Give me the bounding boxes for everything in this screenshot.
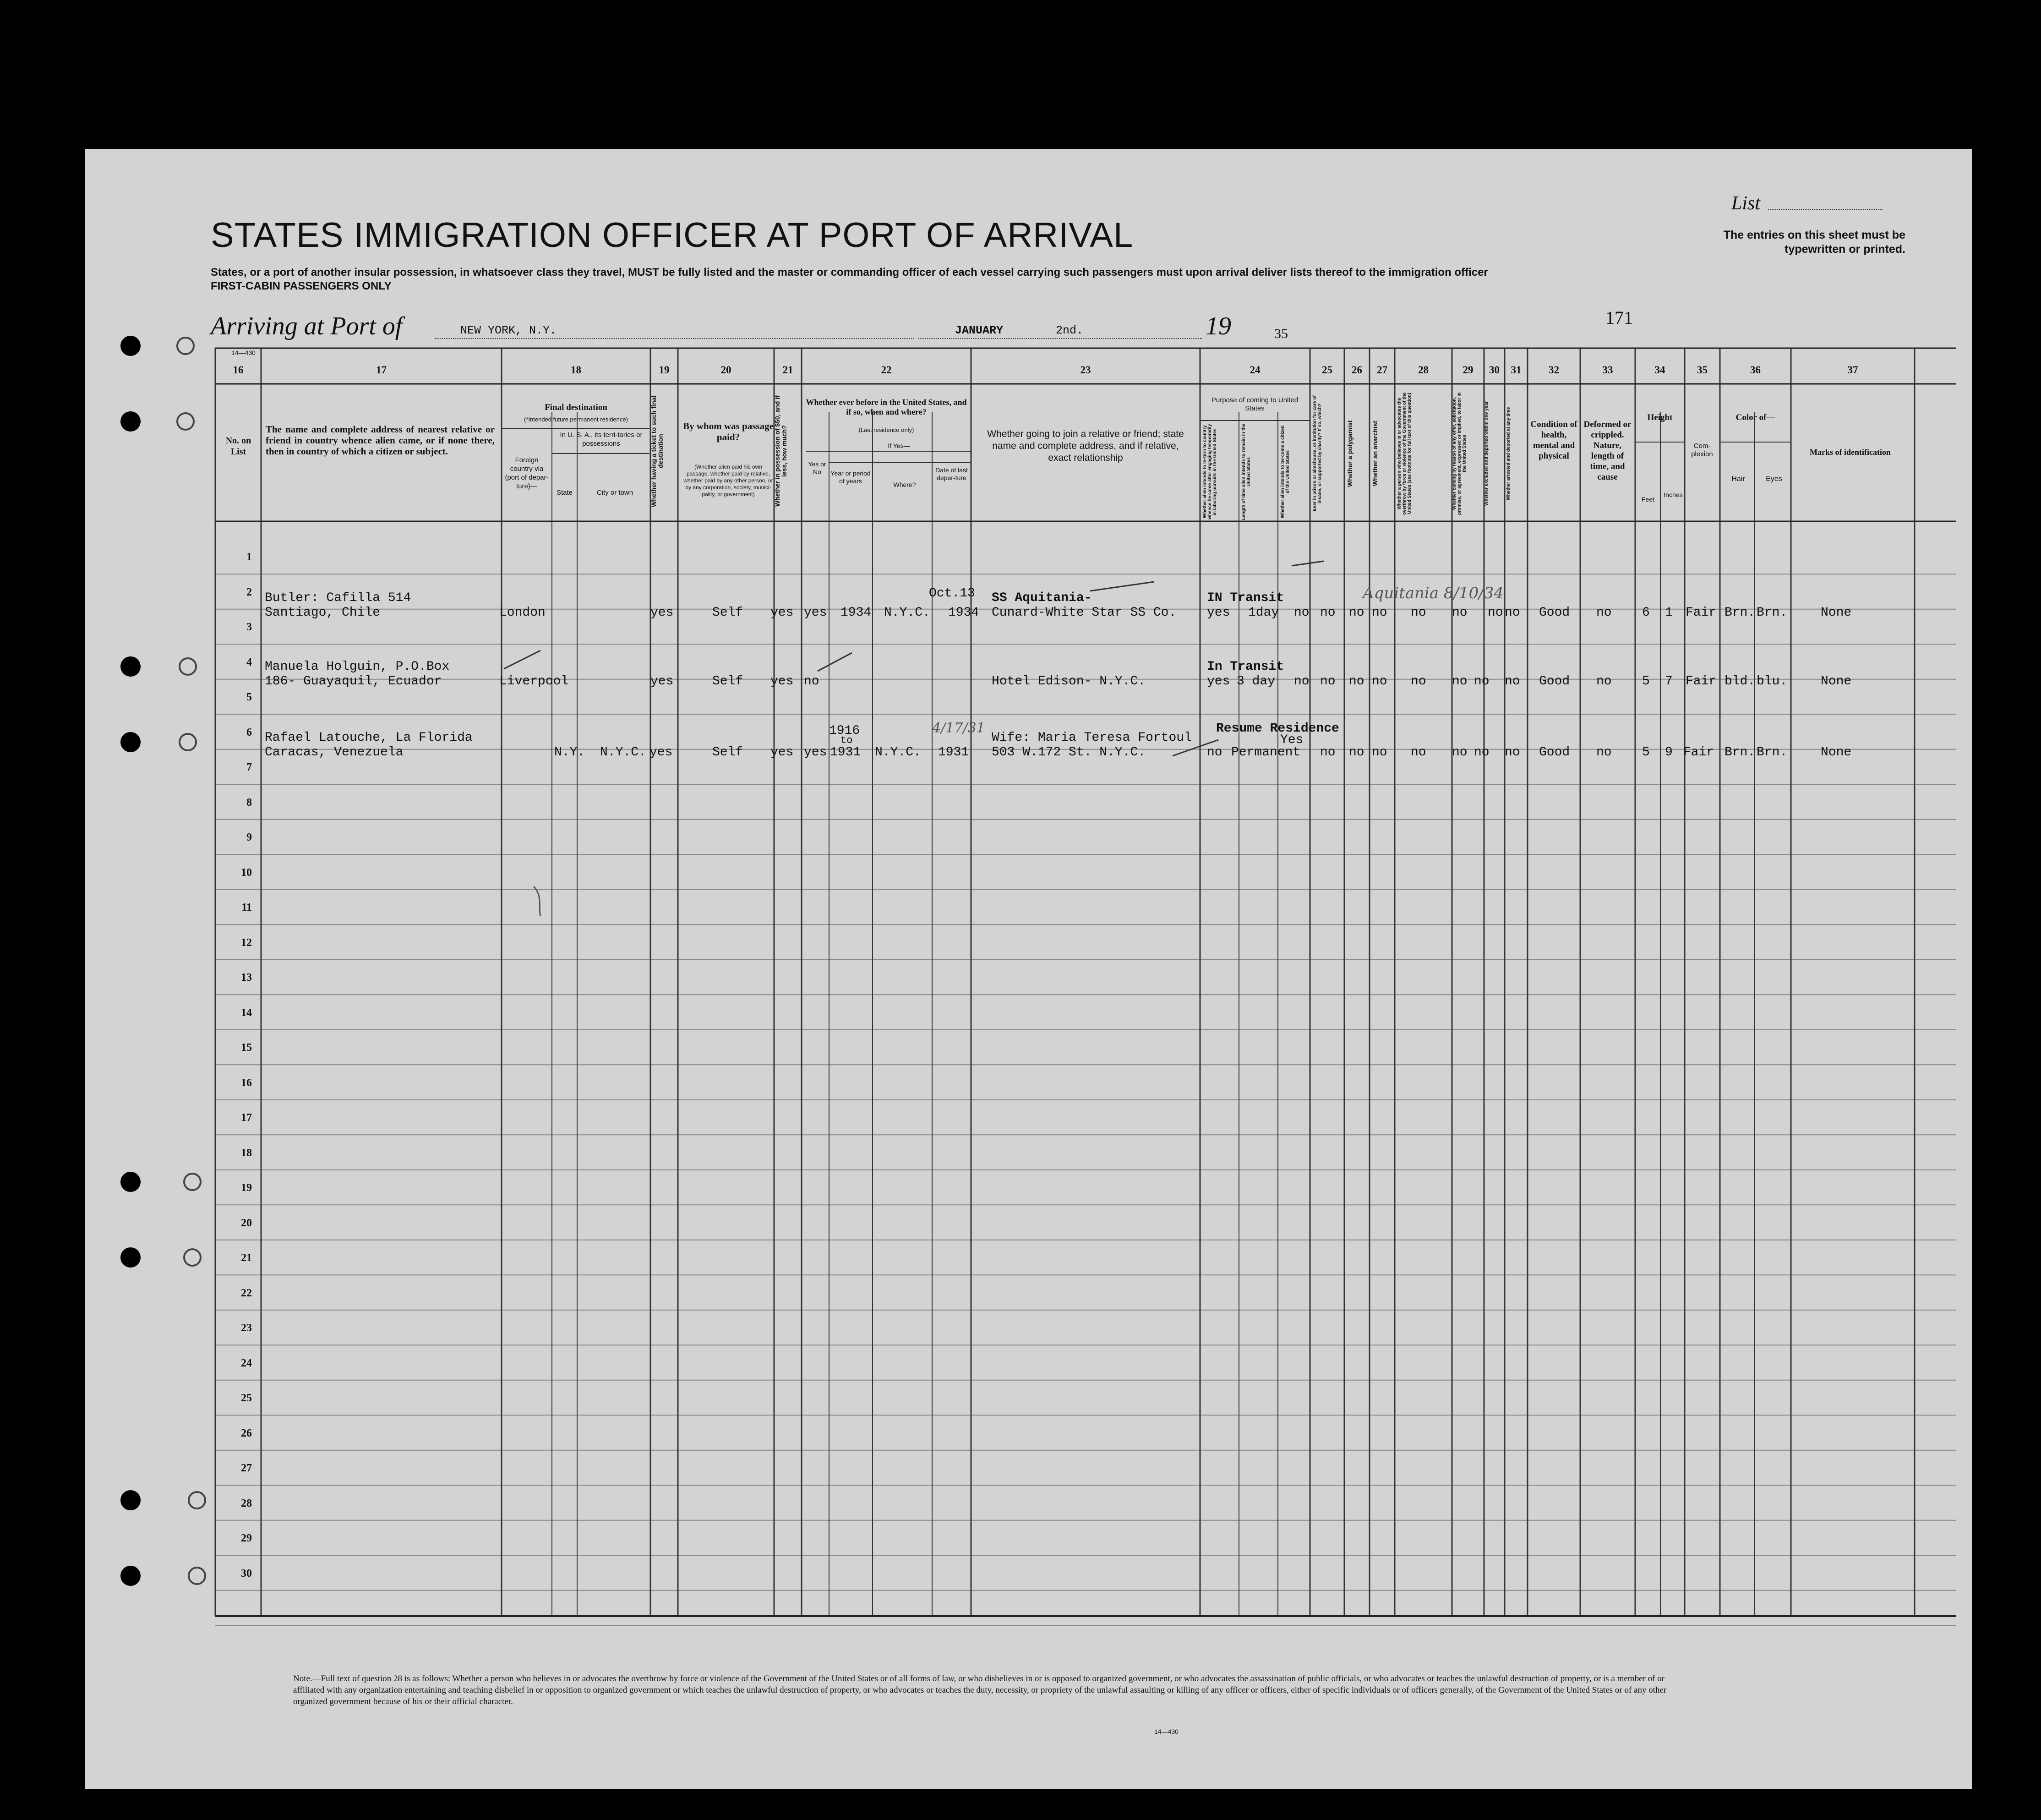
relative-address: Santiago, Chile [265,606,381,620]
row-number: 19 [241,1182,252,1194]
money-value: yes [770,674,794,689]
handwritten-date: 4/17/31 [932,720,985,736]
dest-city: N.Y.C. [600,745,646,760]
header-labor-offer: Whether coming by reason of any offer, solicitation, promise, or agreement, expressed or implied, to labor in the United States [1452,392,1467,515]
header-overthrow: Whether a person who believes in or advocates the overthrow by force or violence of the Government of the United States (see footnote for full text of this question) [1397,392,1412,515]
header-fifty-dollars: Whether in possession of $50, and if less, how much? [774,395,788,507]
header-deformed: Deformed or crippled. Nature, length of time, and cause [1583,420,1632,482]
column-number: 19 [659,364,670,376]
relative-address: 186- Guayaquil, Ecuador [265,674,442,689]
row-number: 18 [241,1147,252,1159]
eyes-value: Brn. [1757,606,1788,620]
overthrow-value: no [1411,745,1426,760]
arrival-port: NEW YORK, N.Y. [460,324,557,337]
prison-value: no [1320,745,1336,760]
deported-value: no [1505,674,1520,689]
header-height: Height [1647,413,1673,422]
complexion-value: Fair [1683,745,1714,760]
row-number: 14 [241,1006,252,1019]
complexion-value: Fair [1686,606,1717,620]
column-number: 31 [1511,364,1522,376]
feet-value: 6 [1642,606,1650,620]
header-deported: Whether arrested and deported at any time [1506,407,1511,500]
column-number: 25 [1322,364,1332,376]
row-number: 13 [241,972,252,984]
join-relative: Cunard-White Star SS Co. [992,606,1177,620]
departure-date: Oct.13 [929,586,975,601]
header-city: City or town [596,489,633,497]
column-number: 35 [1697,364,1708,376]
header-join-relative: Whether going to join a relative or friend; state name and complete address, and if relative, exact relationship [987,429,1184,463]
page-number: 171 [1605,307,1633,328]
column-number: 30 [1489,364,1500,376]
hair-value: Brn. [1724,606,1756,620]
before-us-value: yes [804,606,827,620]
row-number: 20 [241,1217,252,1229]
return-value: no [1207,745,1222,760]
arrival-year-suffix: 35 [1274,326,1288,341]
header-inches: Inches [1664,491,1683,498]
where-value: N.Y.C. [884,606,930,620]
column-number: 21 [782,364,793,376]
header-period: Year or period of years [830,470,871,485]
column-number: 16 [233,364,244,376]
hair-value: bld. [1724,674,1756,689]
header-departure-date: Date of last depar-ture [935,466,968,481]
anarchist-value: no [1372,674,1387,689]
column-number: 18 [571,364,581,376]
row-number: 4 [246,656,252,668]
column-number: 36 [1750,364,1761,376]
excluded-value: no [1474,674,1490,689]
polygamist-value: no [1349,674,1364,689]
header-feet: Feet [1641,496,1654,503]
column-number: 26 [1352,364,1362,376]
column-number: 32 [1549,364,1559,376]
row-number: 25 [241,1392,252,1404]
column-number: 28 [1418,364,1429,376]
header-ever-before: Whether ever before in the United States, and if so, when and where? [806,398,967,416]
health-value: Good [1539,745,1570,760]
row-number: 16 [241,1077,252,1089]
row-number: 2 [246,586,252,598]
ticket-value: yes [650,606,674,620]
citizen-value: Yes [1280,733,1304,747]
header-hair: Hair [1731,475,1745,483]
header-complexion: Com-plexion [1691,442,1713,458]
row-number: 9 [246,831,252,843]
header-relative: The name and complete address of nearest relative or friend in country whence alien came, or if none there, then in country of which a citizen or subject. [266,424,495,457]
header-eyes: Eyes [1766,475,1782,483]
row-number: 10 [241,866,252,879]
row-number: 7 [246,761,252,773]
handwritten-annotation: Aquitania 8/10/34 [1363,584,1504,602]
where-value: N.Y.C. [875,745,921,760]
labor-value: no [1452,745,1468,760]
money-value: yes [770,606,794,620]
departure-year: 1931 [938,745,969,760]
row-number: 30 [241,1567,252,1580]
row-number: 29 [241,1532,252,1544]
purpose-value: Resume Residence [1216,721,1339,736]
return-value: yes [1207,674,1230,689]
form-code-bottom: 14—430 [1154,1728,1179,1735]
eyes-value: blu. [1757,674,1788,689]
period-to: to [840,735,853,746]
complexion-value: Fair [1686,674,1717,689]
passage-paid-value: Self [712,674,743,689]
list-label: List [1731,193,1761,214]
period-start: 1916 [829,724,860,738]
column-number: 22 [881,364,892,376]
period-value: 1931 [830,745,861,760]
column-number: 29 [1463,364,1473,376]
anarchist-value: no [1372,745,1387,760]
inches-value: 7 [1665,674,1673,689]
row-number: 11 [241,902,252,913]
row-number: 27 [241,1462,252,1474]
cabin-class-line: FIRST-CABIN PASSENGERS ONLY [211,280,392,292]
prison-value: no [1320,606,1336,620]
column-number: 34 [1654,364,1665,376]
purpose-value: IN Transit [1207,591,1284,605]
eyes-value: Brn. [1757,745,1788,760]
prison-value: no [1320,674,1336,689]
foreign-port: Liverpool [499,674,569,689]
row-number: 15 [241,1042,252,1054]
deformed-value: no [1596,606,1612,620]
date-blank [918,338,1202,339]
deformed-value: no [1596,674,1612,689]
marks-value: None [1821,674,1852,689]
length-value: 1day [1248,606,1279,620]
marks-value: None [1821,606,1852,620]
column-number: 37 [1847,364,1858,376]
header-health: Condition of health, mental and physical [1530,420,1577,461]
polygamist-value: no [1349,606,1364,620]
relative-address: Manuela Holguin, P.O.Box [265,660,450,674]
deported-value: no [1505,745,1520,760]
row-number: 17 [241,1112,252,1124]
footnote: Note.—Full text of question 28 is as follows: Whether a person who believes in or advocates the overthrow by force or violence of the Government of the United States or of all forms of law, or who disbelieves in or is opposed to organized government, or who advocates the assassination of public officials, or who advocates or teaches the unlawful destruction of property, or is a member of or affiliated with any organization entertaining and teaching disbelief in or opposition to organized government or which teaches the unlawful destruction of property, or who advocates or teaches the duty, necessity, or propriety of the unlawful assaulting or killing of any officer or officers, either of specific individuals or of officers generally, of the Government of the United States or of any other organized government because of his or their official character. [293,1674,1667,1706]
inches-value: 1 [1665,606,1673,620]
join-relative: SS Aquitania- [992,591,1092,605]
column-number: 23 [1080,364,1091,376]
join-relative: Hotel Edison- N.Y.C. [992,674,1146,689]
row-number: 24 [241,1357,252,1369]
feet-value: 5 [1642,674,1650,689]
deported-value: no [1505,606,1520,620]
header-return-intent: Whether alien intends to re-turn to country whence he came after engaging temporarily in laboring pursuits in the United States [1202,424,1217,520]
header-color: Color of— [1735,413,1775,422]
column-number: 24 [1250,364,1261,376]
arrival-month: JANUARY [955,324,1004,337]
column-number: 27 [1377,364,1387,376]
ticket-value: yes [650,674,674,689]
form-instructions [211,266,1631,293]
column-number: 17 [376,364,387,376]
column-number: 20 [720,364,731,376]
marks-value: None [1821,745,1852,760]
header-passage-paid: By whom was passage paid? [683,421,774,443]
relative-address: Caracas, Venezuela [265,745,404,760]
citizen-value: no [1294,674,1310,689]
before-us-value: no [804,674,819,689]
header-prison: Ever in prison or almshouse, or institution for care of insane, or supported by charity? If so, which? [1312,395,1322,512]
arrival-year-prefix: 19 [1206,312,1231,340]
header-final-destination-note: (*Intended future permanent residence) [524,416,628,423]
header-yes-no: Yes or No [808,460,826,475]
purpose-value: In Transit [1207,660,1284,674]
join-relative: 503 W.172 St. N.Y.C. [992,745,1146,760]
passage-paid-value: Self [712,606,743,620]
feet-value: 5 [1642,745,1650,760]
departure-year: 1934 [948,606,979,620]
health-value: Good [1539,606,1570,620]
row-number: 6 [246,726,252,738]
header-passage-paid-note: (Whether alien paid his own passage, whether paid by relative, whether paid by any other person, or by any corporation, society, munici-pality, or government) [683,464,773,497]
inches-value: 9 [1665,745,1673,760]
length-value: 3 day [1237,674,1276,689]
header-marks: Marks of identification [1810,448,1891,457]
excluded-value: no [1488,606,1503,620]
header-excluded: Whether excluded and deported within one year [1484,401,1489,506]
citizen-value: no [1294,606,1310,620]
row-number: 5 [246,691,252,703]
arrival-label: Arriving at Port of [211,312,403,340]
anarchist-value: no [1372,606,1387,620]
header-polygamist: Whether a polygamist [1346,420,1353,487]
relative-address: Rafael Latouche, La Florida [265,731,473,745]
row-number: 12 [241,936,252,949]
header-if-yes: If Yes— [888,442,910,449]
polygamist-value: no [1349,745,1364,760]
health-value: Good [1539,674,1570,689]
column-number: 33 [1602,364,1613,376]
form-code-top: 14—430 [231,349,256,356]
header-foreign-country: Foreign country via (port of depar-ture)— [505,456,549,490]
arrival-day: 2nd. [1056,324,1084,337]
deformed-value: no [1596,745,1612,760]
labor-value: no [1452,674,1468,689]
period-value: 1934 [840,606,872,620]
header-state: State [556,489,573,497]
foreign-port: London [499,606,546,620]
entries-note: The entries on this sheet must be typewritten or printed. [1723,229,1905,256]
excluded-value: no [1474,745,1490,760]
header-ticket: Whether having a ticket to such final destination [650,395,664,507]
hair-value: Brn. [1724,745,1756,760]
row-number: 23 [241,1322,252,1334]
row-number: 21 [241,1252,252,1264]
form-title: STATES IMMIGRATION OFFICER AT PORT OF ARRIVAL [211,216,1134,255]
money-value: yes [770,745,794,760]
header-final-destination: Final destination [545,403,607,412]
row-number: 3 [246,621,252,633]
row-number: 28 [241,1497,252,1509]
header-citizen-intent: Whether alien intends to be-come a citizen of the United States [1280,425,1290,519]
instruction-line: States, or a port of another insular possession, in whatsoever class they travel, MUST be fully listed and the master or commanding officer of each vessel carrying such passengers must upon arrival deliver lists thereof to the immigration officer [211,266,1488,279]
length-value: Permanent [1231,745,1301,760]
labor-value: no [1452,606,1468,620]
port-blank [435,338,914,339]
list-number-blank [1768,209,1883,210]
passage-paid-value: Self [712,745,743,760]
before-us-value: yes [804,745,827,760]
overthrow-value: no [1411,606,1426,620]
row-number: 26 [241,1427,252,1439]
header-last-residence: (Last residence only) [858,426,914,433]
header-where: Where? [893,481,916,488]
row-number: 22 [241,1287,252,1299]
return-value: yes [1207,606,1230,620]
header-no-on-list: No. on List [225,436,251,457]
header-length-stay: Length of time alien intends to remain in the United States [1241,423,1251,520]
header-usa: In U. S. A., its terri-tories or possessions [560,431,643,448]
relative-address: Butler: Cafilla 514 [265,591,411,605]
overthrow-value: no [1411,674,1426,689]
header-purpose: Purpose of coming to United States [1211,396,1299,412]
dest-state: N.Y. [554,745,585,760]
row-number: 8 [246,796,252,809]
join-relative: Wife: Maria Teresa Fortoul [992,731,1192,745]
ticket-value: yes [649,745,673,760]
row-number: 1 [246,551,252,563]
header-anarchist: Whether an anarchist [1371,421,1379,486]
